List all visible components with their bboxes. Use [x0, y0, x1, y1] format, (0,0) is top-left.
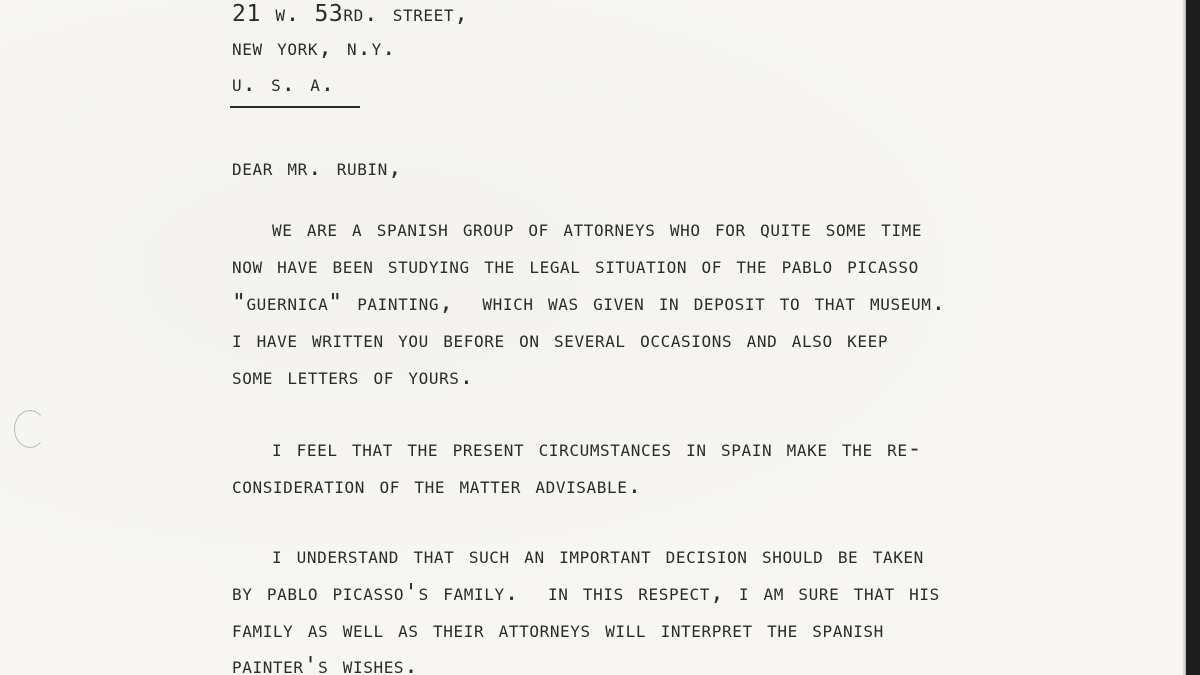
paragraph2-line2: consideration of the matter advisable.: [232, 473, 642, 499]
address-city: new york, n.y.: [232, 35, 397, 61]
address-country: u. s. a.: [232, 71, 335, 97]
paragraph2-line1: i feel that the present circumstances in spain make the re-: [272, 436, 923, 462]
punch-hole-mark: [14, 410, 46, 448]
paragraph3-line1: i understand that such an important decision should be taken: [272, 543, 924, 569]
paragraph1-line4: i have written you before on several occasions and also keep: [232, 327, 889, 353]
paragraph1-line2: now have been studying the legal situation of the pablo picasso: [232, 253, 919, 279]
salutation: dear mr. rubin,: [232, 155, 403, 181]
paragraph3-line4: painter's wishes.: [232, 653, 419, 675]
scan-edge: [1186, 0, 1200, 675]
paragraph3-line3: family as well as their attorneys will interpret the spanish: [232, 617, 884, 643]
paragraph1-line5: some letters of yours.: [232, 364, 474, 390]
paragraph1-line1: we are a spanish group of attorneys who for quite some time: [272, 216, 923, 242]
paragraph3-line2: by pablo picasso's family. in this respect, i am sure that his: [232, 580, 940, 606]
paragraph1-line3: "guernica" painting, which was given in deposit to that museum.: [232, 290, 946, 316]
address-street: 21 w. 53rd. street,: [232, 1, 469, 27]
address-underline: [230, 106, 360, 108]
